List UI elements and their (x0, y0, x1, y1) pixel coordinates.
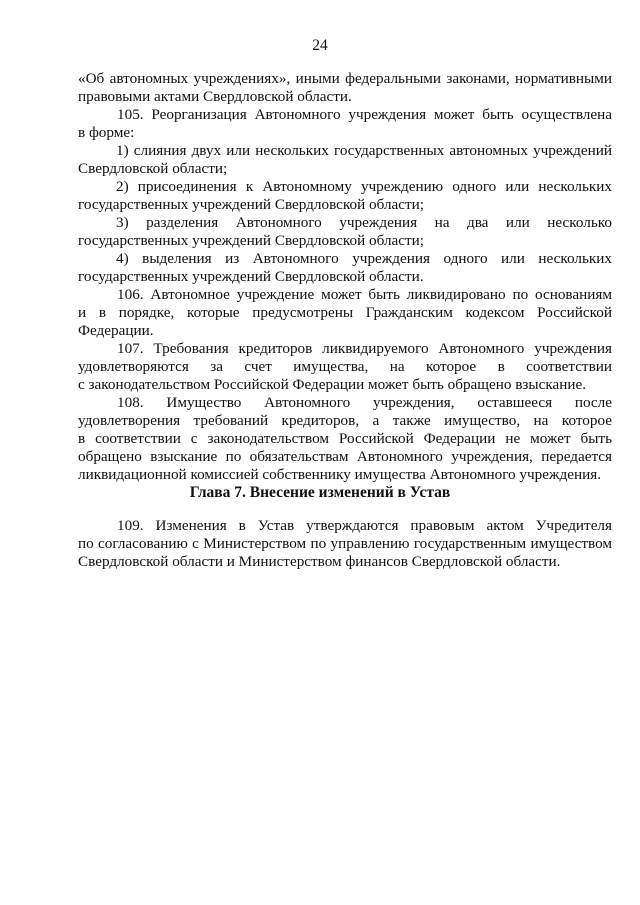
text-line: правовыми актами Свердловской области. (78, 88, 352, 105)
text-line: удовлетворяются за счет имущества, на которое в соответствии (78, 358, 612, 375)
text-line: 105. Реорганизация Автономного учреждения может быть осуществлена (117, 106, 612, 123)
paragraph-108 (78, 394, 612, 484)
paragraph-105 (78, 106, 612, 142)
paragraph-107 (78, 340, 612, 394)
text-line: 106. Автономное учреждение может быть ликвидировано по основаниям (117, 286, 612, 303)
text-line: удовлетворения требований кредиторов, а также имущество, на которое (78, 412, 612, 429)
text-line: в форме: (78, 124, 135, 141)
document-body (78, 70, 612, 484)
page-number: 24 (312, 37, 328, 54)
text-line: государственных учреждений Свердловской области. (78, 268, 424, 285)
text-line: 109. Изменения в Устав утверждаются правовым актом Учредителя (117, 517, 612, 534)
text-line: 107. Требования кредиторов ликвидируемого Автономного учреждения (117, 340, 612, 357)
text-line: по согласованию с Министерством по управлению государственным имуществом (78, 535, 612, 552)
list-item-2 (78, 178, 612, 214)
text-line: ликвидационной комиссией собственнику имущества Автономного учреждения. (78, 466, 601, 483)
text-line: 2) присоединения к Автономному учреждению одного или нескольких (116, 178, 612, 195)
text-line: государственных учреждений Свердловской области; (78, 196, 425, 213)
text-line: с законодательством Российской Федерации может быть обращено взыскание. (78, 376, 587, 393)
text-line: Свердловской области; (78, 160, 228, 177)
chapter-heading: Глава 7. Внесение изменений в Устав (189, 484, 451, 501)
text-line: 3) разделения Автономного учреждения на два или несколько (116, 214, 612, 231)
text-line: 4) выделения из Автономного учреждения одного или нескольких (116, 250, 612, 267)
text-line: в соответствии с законодательством Российской Федерации не может быть (78, 430, 612, 447)
text-line: Свердловской области и Министерством финансов Свердловской области. (78, 553, 561, 570)
list-item-3 (78, 214, 612, 250)
text-line: и в порядке, которые предусмотрены Гражданским кодексом Российской (78, 304, 612, 321)
document-body-chapter-7 (78, 517, 612, 571)
text-line: 1) слияния двух или нескольких государственных автономных учреждений (116, 142, 612, 159)
paragraph-continuation (78, 70, 612, 106)
text-line: государственных учреждений Свердловской области; (78, 232, 425, 249)
text-line: 108. Имущество Автономного учреждения, оставшееся после (117, 394, 612, 411)
text-line: обращено взыскание по обязательствам Автономного учреждения, передается (78, 448, 612, 465)
paragraph-109 (78, 517, 612, 571)
list-item-4 (78, 250, 612, 286)
list-item-1 (78, 142, 612, 178)
text-line: «Об автономных учреждениях», иными федеральными законами, нормативными (78, 70, 612, 87)
text-line: Федерации. (78, 322, 154, 339)
paragraph-106 (78, 286, 612, 340)
